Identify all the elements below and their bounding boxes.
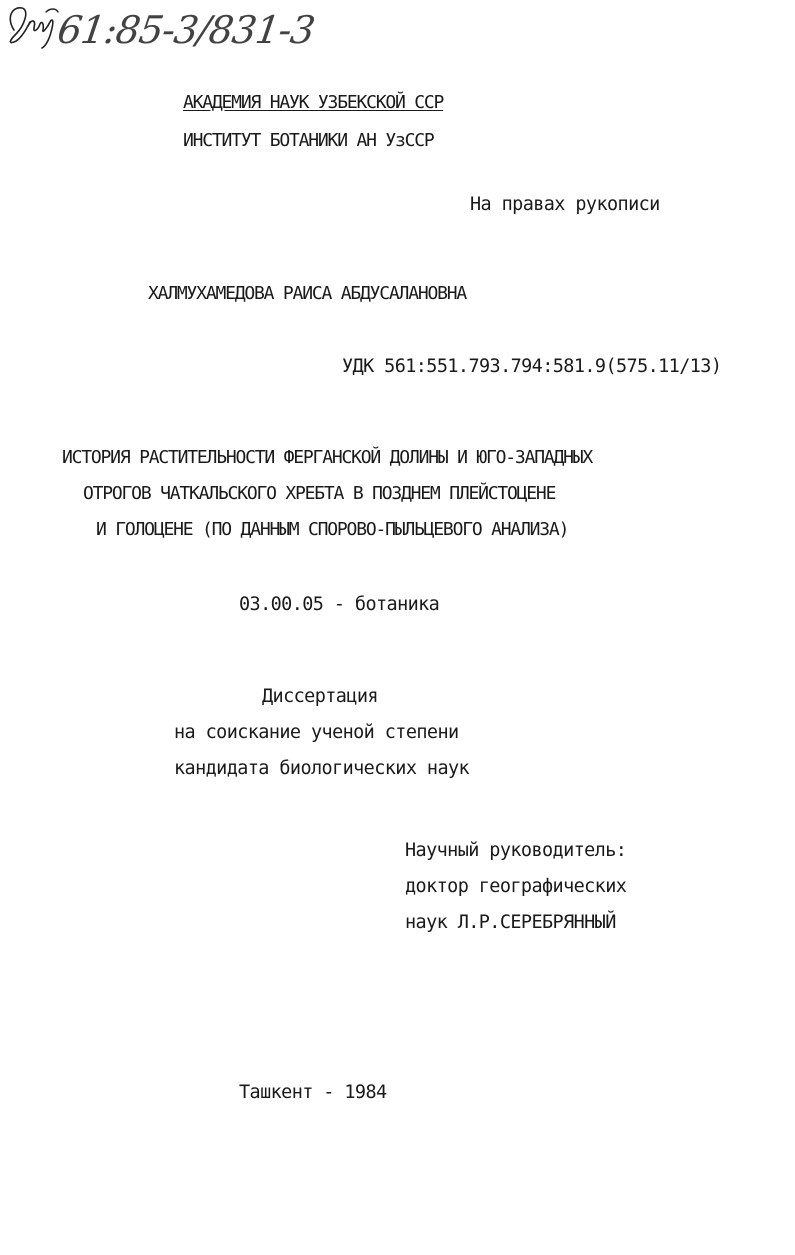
title-line-2: ОТРОГОВ ЧАТКАЛЬСКОГО ХРЕБТА В ПОЗДНЕМ ПЛЕЙСТОЦЕНЕ <box>83 483 556 504</box>
archive-code-handwritten: 61:85-3/831-3 <box>54 8 317 52</box>
supervisor-label: Научный руководитель: <box>405 840 627 861</box>
udk-code: УДК 561:551.793.794:581.9(575.11/13) <box>342 356 722 377</box>
supervisor-name: наук Л.Р.СЕРЕБРЯННЫЙ <box>405 912 616 933</box>
dissertation-label: Диссертация <box>262 686 378 707</box>
academy-name: АКАДЕМИЯ НАУК УЗБЕКСКОЙ ССР <box>183 92 444 113</box>
institute-name: ИНСТИТУТ БОТАНИКИ АН УзССР <box>183 130 434 151</box>
manuscript-rights-note: На правах рукописи <box>470 194 660 215</box>
place-and-year: Ташкент - 1984 <box>239 1082 387 1103</box>
author-name: ХАЛМУХАМЕДОВА РАИСА АБДУСАЛАНОВНА <box>148 283 467 304</box>
degree-line-2: кандидата биологических наук <box>174 758 470 779</box>
degree-line-1: на соискание ученой степени <box>174 722 459 743</box>
specialty-code: 03.00.05 - ботаника <box>239 594 440 615</box>
supervisor-title: доктор географических <box>405 876 627 897</box>
title-line-3: И ГОЛОЦЕНЕ (ПО ДАННЫМ СПОРОВО-ПЫЛЬЦЕВОГО АНАЛИЗА) <box>96 519 569 540</box>
title-line-1: ИСТОРИЯ РАСТИТЕЛЬНОСТИ ФЕРГАНСКОЙ ДОЛИНЫ И ЮГО-ЗАПАДНЫХ <box>62 447 593 468</box>
